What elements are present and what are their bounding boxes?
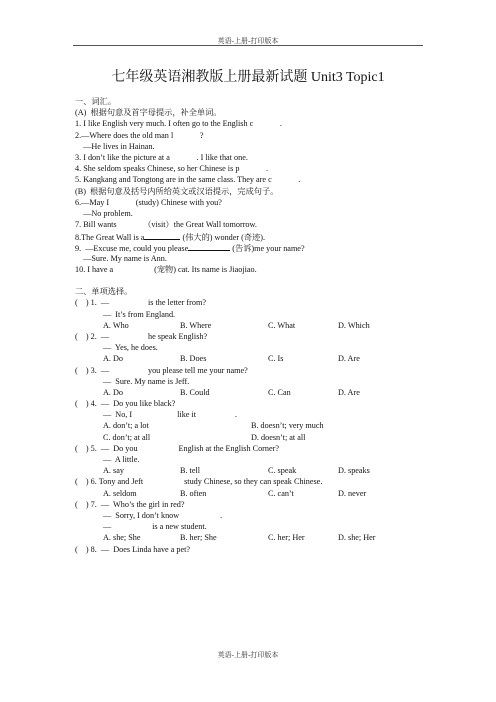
question-line: 3. I don’t like the picture at a . I like that one. xyxy=(75,152,248,162)
mc-question: ( ) 6. Tony and Jeft study Chinese, so they can speak Chinese. xyxy=(75,477,323,487)
header-divider xyxy=(73,45,423,46)
mc-option: B. often xyxy=(180,488,207,498)
part-b-instruction: (B) 根据句意及括号内所给英文或汉语提示，完成句子。 xyxy=(75,186,279,196)
mc-options-row xyxy=(75,432,425,443)
mc-question: ( ) 5. — Do you English at the English Corner? xyxy=(75,443,279,453)
question-line: 1. I like English very much. I often go to the English c . xyxy=(75,119,282,129)
mc-question: ( ) 8. — Does Linda have a pet? xyxy=(75,544,191,554)
mc-dialogue-line: — Yes, he does. xyxy=(103,343,158,353)
page-header: 英语-上册-打印版本 xyxy=(217,37,279,45)
answer-blank xyxy=(144,230,180,240)
mc-option: C. her; Her xyxy=(268,533,305,543)
section2-heading: 二、单项选择。 xyxy=(75,287,133,297)
mc-option: A. don’t; a lot xyxy=(103,421,149,431)
mc-option: C. Can xyxy=(268,387,291,397)
mc-option: A. she; She xyxy=(103,533,141,543)
mc-options-row xyxy=(75,387,425,398)
question-line-8 xyxy=(75,230,425,241)
mc-options-row xyxy=(75,353,425,364)
question-line: 6.—May I (study) Chinese with you? xyxy=(75,197,222,207)
mc-question: ( ) 4. — Do you like black? xyxy=(75,399,176,409)
mc-options-row xyxy=(75,532,425,543)
mc-dialogue-line: — Sorry, I don’t know . xyxy=(103,510,223,520)
mc-option: D. Are xyxy=(338,354,360,364)
question-line: —No problem. xyxy=(75,208,133,218)
q9-text-after: (告诉)me your name? xyxy=(230,244,305,254)
mc-option: D. speaks xyxy=(338,466,370,476)
q9-text-before: 9. —Excuse me, could you please xyxy=(75,244,189,254)
mc-options-row xyxy=(75,320,425,331)
question-line: —He lives in Hainan. xyxy=(75,141,155,151)
question-line: —Sure. My name is Ann. xyxy=(75,253,167,263)
section1-heading: 一、词汇。 xyxy=(75,97,116,106)
mc-option: C. don’t; at all xyxy=(103,432,151,442)
question-line: 10. I have a (宠物) cat. Its name is Jiaojiao. xyxy=(75,264,257,274)
question-line-9 xyxy=(75,241,425,252)
mc-option: B. Does xyxy=(180,354,207,364)
mc-dialogue-line: — No, I like it . xyxy=(103,410,237,420)
mc-dialogue-line: — It’s from England. xyxy=(103,309,176,319)
mc-option: C. What xyxy=(268,320,296,330)
document-body xyxy=(75,96,425,555)
mc-option: B. her; She xyxy=(180,533,217,543)
mc-options-row xyxy=(75,465,425,476)
mc-dialogue-line: — Sure. My name is Jeff. xyxy=(103,376,190,386)
answer-blank xyxy=(188,241,230,251)
q8-text-after: (伟大的) wonder (奇迹). xyxy=(180,233,266,243)
mc-options-row xyxy=(75,488,425,499)
mc-option: B. tell xyxy=(180,466,201,476)
mc-option: D. Are xyxy=(338,387,360,397)
mc-option: A. Do xyxy=(103,387,124,397)
mc-option: D. Which xyxy=(338,320,370,330)
mc-question: ( ) 1. — is the letter from? xyxy=(75,298,206,308)
spacer xyxy=(75,275,425,286)
mc-options-row xyxy=(75,420,425,431)
mc-option: B. doesn’t; very much xyxy=(251,421,324,431)
mc-option: A. Who xyxy=(103,320,129,330)
mc-option: B. Could xyxy=(180,387,210,397)
question-line: 4. She seldom speaks Chinese, so her Chinese is p . xyxy=(75,164,269,174)
mc-option: A. say xyxy=(103,466,124,476)
multiple-choice-list xyxy=(75,297,425,554)
mc-option: B. Where xyxy=(180,320,212,330)
mc-dialogue-line: — is a new student. xyxy=(103,522,207,532)
question-line: 5. Kangkang and Tongtong are in the same class. They are c . xyxy=(75,175,301,185)
mc-option: A. Do xyxy=(103,354,124,364)
document-title: 七年级英语湘教版上册最新试题 Unit3 Topic1 xyxy=(111,70,385,85)
mc-option: D. never xyxy=(338,488,367,498)
q8-text-before: 8.The Great Wall is a xyxy=(75,233,145,243)
question-line: 2.—Where does the old man l ? xyxy=(75,130,204,140)
mc-question: ( ) 7. — Who’s the girl in red? xyxy=(75,499,185,509)
mc-option: C. Is xyxy=(268,354,284,364)
mc-option: C. can’t xyxy=(268,488,294,498)
mc-option: D. she; Her xyxy=(338,533,376,543)
mc-option: D. doesn’t; at all xyxy=(251,432,306,442)
mc-question: ( ) 2. — he speak English? xyxy=(75,331,208,341)
mc-option: A. seldom xyxy=(103,488,137,498)
part-a-instruction: (A) 根据句意及首字母提示，补全单词。 xyxy=(75,108,222,118)
question-line: 7. Bill wants （visit）the Great Wall tomorrow. xyxy=(75,220,257,230)
mc-question: ( ) 3. — you please tell me your name? xyxy=(75,365,248,375)
page-footer: 英语-上册-打印版本 xyxy=(217,651,279,659)
mc-dialogue-line: — A little. xyxy=(103,455,140,464)
mc-option: C. speak xyxy=(268,466,297,476)
